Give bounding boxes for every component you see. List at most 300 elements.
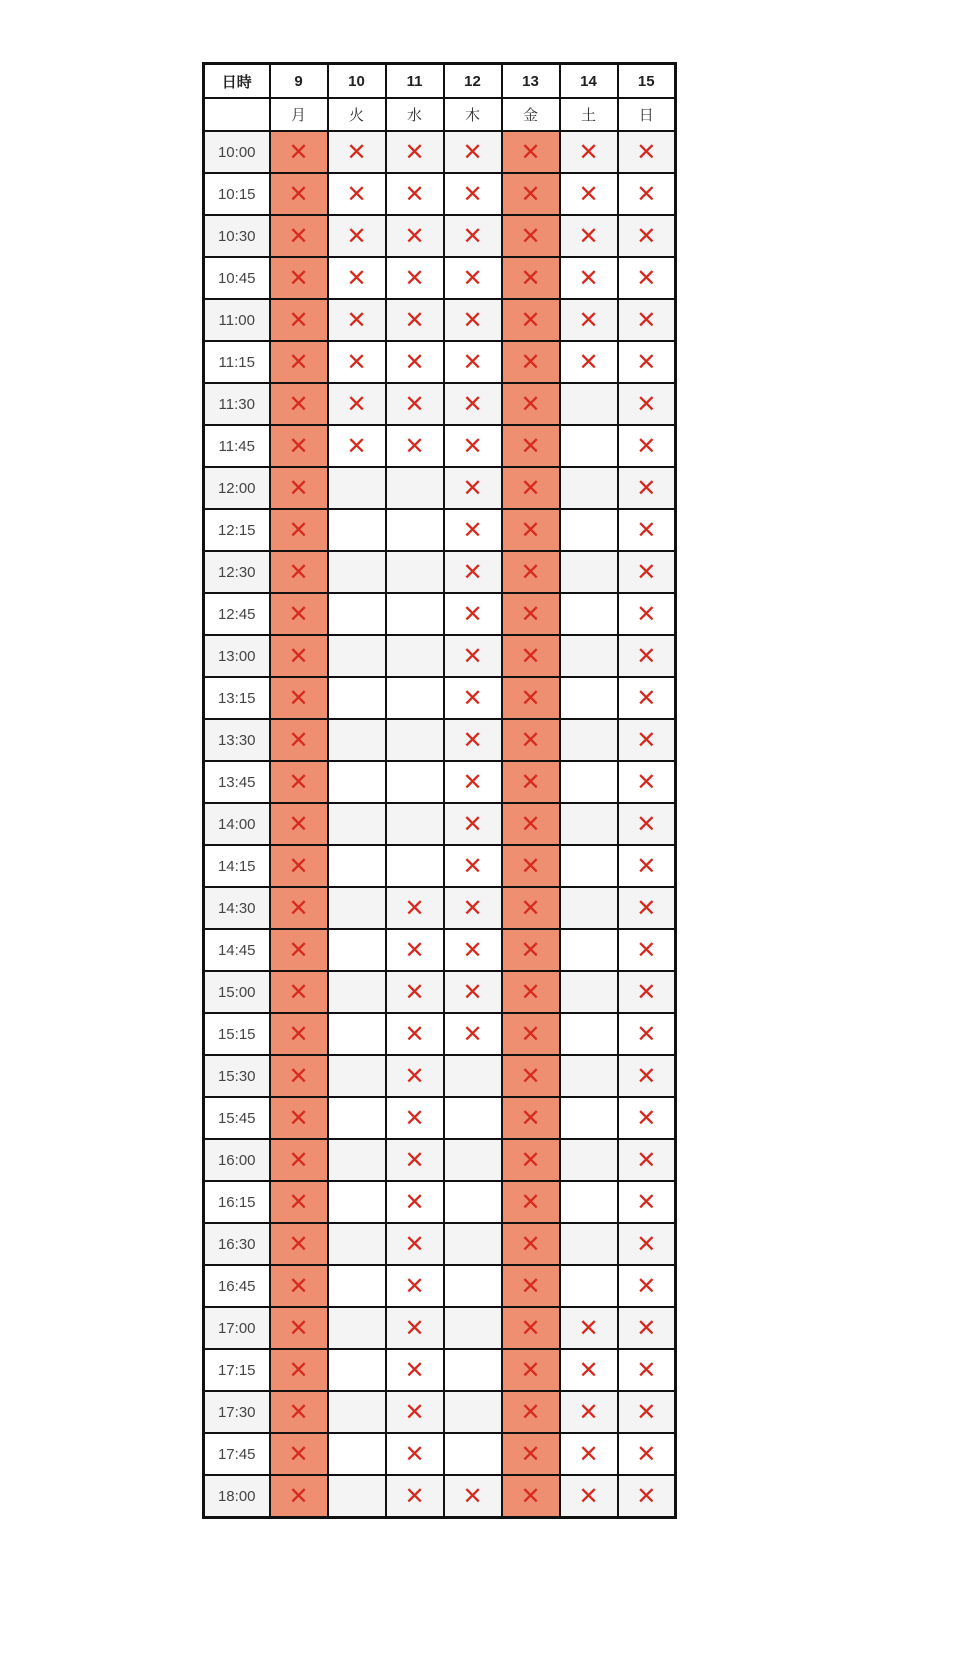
- slot-cell[interactable]: [560, 1223, 618, 1265]
- slot-cell[interactable]: [618, 1475, 676, 1518]
- slot-cell[interactable]: [502, 1181, 560, 1223]
- slot-cell[interactable]: [560, 1433, 618, 1475]
- slot-cell[interactable]: [618, 1223, 676, 1265]
- slot-cell[interactable]: [386, 299, 444, 341]
- time-slot-row: [204, 635, 676, 677]
- slot-cell[interactable]: [328, 1055, 386, 1097]
- unavailable-mark-icon: ✕: [636, 1272, 657, 1300]
- slot-cell[interactable]: [618, 509, 676, 551]
- slot-cell[interactable]: [560, 257, 618, 299]
- slot-cell[interactable]: [270, 1475, 328, 1518]
- slot-cell[interactable]: [618, 677, 676, 719]
- time-label: 13:15: [204, 677, 270, 719]
- slot-cell[interactable]: [444, 1013, 502, 1055]
- slot-cell[interactable]: [618, 1433, 676, 1475]
- slot-cell[interactable]: [444, 1055, 502, 1097]
- slot-cell[interactable]: [270, 551, 328, 593]
- slot-cell[interactable]: [502, 677, 560, 719]
- slot-cell[interactable]: [444, 677, 502, 719]
- unavailable-mark-icon: ✕: [346, 348, 367, 376]
- slot-cell[interactable]: [270, 635, 328, 677]
- slot-cell[interactable]: [386, 845, 444, 887]
- slot-cell[interactable]: [386, 1181, 444, 1223]
- slot-cell[interactable]: [618, 803, 676, 845]
- slot-cell[interactable]: [386, 1433, 444, 1475]
- slot-cell[interactable]: [328, 1265, 386, 1307]
- slot-cell[interactable]: [328, 845, 386, 887]
- slot-cell[interactable]: [502, 635, 560, 677]
- slot-cell[interactable]: [328, 761, 386, 803]
- slot-cell[interactable]: [444, 1475, 502, 1518]
- slot-cell[interactable]: [618, 1307, 676, 1349]
- slot-cell[interactable]: [328, 467, 386, 509]
- time-slot-row: [204, 593, 676, 635]
- unavailable-mark-icon: ✕: [520, 1482, 541, 1510]
- slot-cell[interactable]: [502, 1139, 560, 1181]
- unavailable-mark-icon: ✕: [520, 516, 541, 544]
- slot-cell[interactable]: [270, 971, 328, 1013]
- unavailable-mark-icon: ✕: [288, 978, 309, 1006]
- slot-cell[interactable]: [270, 1307, 328, 1349]
- time-label: 12:30: [204, 551, 270, 593]
- time-label: 14:15: [204, 845, 270, 887]
- slot-cell[interactable]: [328, 383, 386, 425]
- slot-cell[interactable]: [560, 215, 618, 257]
- slot-cell[interactable]: [560, 1013, 618, 1055]
- slot-cell[interactable]: [560, 971, 618, 1013]
- slot-cell[interactable]: [386, 551, 444, 593]
- slot-cell[interactable]: [270, 383, 328, 425]
- slot-cell[interactable]: [386, 215, 444, 257]
- unavailable-mark-icon: ✕: [462, 1482, 483, 1510]
- time-label: 11:00: [204, 299, 270, 341]
- slot-cell[interactable]: [444, 887, 502, 929]
- slot-cell[interactable]: [270, 761, 328, 803]
- slot-cell[interactable]: [560, 173, 618, 215]
- weekday-header-thu: 木: [444, 98, 502, 131]
- slot-cell[interactable]: [560, 593, 618, 635]
- unavailable-mark-icon: ✕: [462, 1020, 483, 1048]
- slot-cell[interactable]: [618, 1139, 676, 1181]
- slot-cell[interactable]: [502, 467, 560, 509]
- slot-cell[interactable]: [270, 215, 328, 257]
- slot-cell[interactable]: [618, 383, 676, 425]
- unavailable-mark-icon: ✕: [636, 1146, 657, 1174]
- unavailable-mark-icon: ✕: [288, 684, 309, 712]
- slot-cell[interactable]: [560, 551, 618, 593]
- slot-cell[interactable]: [386, 1013, 444, 1055]
- slot-cell[interactable]: [328, 719, 386, 761]
- slot-cell[interactable]: [386, 677, 444, 719]
- slot-cell[interactable]: [386, 257, 444, 299]
- slot-cell[interactable]: [502, 383, 560, 425]
- slot-cell[interactable]: [560, 1475, 618, 1518]
- unavailable-mark-icon: ✕: [520, 1104, 541, 1132]
- slot-cell[interactable]: [444, 761, 502, 803]
- unavailable-mark-icon: ✕: [404, 348, 425, 376]
- slot-cell[interactable]: [618, 929, 676, 971]
- slot-cell[interactable]: [270, 299, 328, 341]
- unavailable-mark-icon: ✕: [520, 1314, 541, 1342]
- slot-cell[interactable]: [328, 1013, 386, 1055]
- slot-cell[interactable]: [328, 803, 386, 845]
- slot-cell[interactable]: [386, 803, 444, 845]
- slot-cell[interactable]: [328, 509, 386, 551]
- slot-cell[interactable]: [270, 1139, 328, 1181]
- slot-cell[interactable]: [502, 551, 560, 593]
- unavailable-mark-icon: ✕: [288, 1440, 309, 1468]
- time-label: 15:30: [204, 1055, 270, 1097]
- slot-cell[interactable]: [502, 425, 560, 467]
- slot-cell[interactable]: [560, 845, 618, 887]
- slot-cell[interactable]: [386, 761, 444, 803]
- slot-cell[interactable]: [560, 1349, 618, 1391]
- time-label: 15:15: [204, 1013, 270, 1055]
- slot-cell[interactable]: [328, 1181, 386, 1223]
- unavailable-mark-icon: ✕: [636, 306, 657, 334]
- time-label: 11:45: [204, 425, 270, 467]
- slot-cell[interactable]: [502, 1391, 560, 1433]
- slot-cell[interactable]: [444, 1349, 502, 1391]
- slot-cell[interactable]: [502, 215, 560, 257]
- slot-cell[interactable]: [270, 425, 328, 467]
- slot-cell[interactable]: [618, 1391, 676, 1433]
- slot-cell[interactable]: [618, 1097, 676, 1139]
- slot-cell[interactable]: [560, 1391, 618, 1433]
- slot-cell[interactable]: [560, 1265, 618, 1307]
- slot-cell[interactable]: [270, 1433, 328, 1475]
- slot-cell[interactable]: [618, 887, 676, 929]
- unavailable-mark-icon: ✕: [462, 810, 483, 838]
- unavailable-mark-icon: ✕: [520, 1146, 541, 1174]
- slot-cell[interactable]: [560, 467, 618, 509]
- unavailable-mark-icon: ✕: [288, 1104, 309, 1132]
- slot-cell[interactable]: [560, 929, 618, 971]
- unavailable-mark-icon: ✕: [346, 180, 367, 208]
- slot-cell[interactable]: [270, 887, 328, 929]
- slot-cell[interactable]: [328, 257, 386, 299]
- slot-cell[interactable]: [270, 131, 328, 173]
- slot-cell[interactable]: [270, 509, 328, 551]
- slot-cell[interactable]: [502, 257, 560, 299]
- slot-cell[interactable]: [328, 971, 386, 1013]
- unavailable-mark-icon: ✕: [462, 474, 483, 502]
- slot-cell[interactable]: [386, 131, 444, 173]
- unavailable-mark-icon: ✕: [462, 432, 483, 460]
- unavailable-mark-icon: ✕: [520, 1356, 541, 1384]
- time-slot-row: [204, 1433, 676, 1475]
- unavailable-mark-icon: ✕: [346, 390, 367, 418]
- slot-cell[interactable]: [560, 719, 618, 761]
- slot-cell[interactable]: [618, 1349, 676, 1391]
- slot-cell[interactable]: [502, 299, 560, 341]
- slot-cell[interactable]: [386, 1223, 444, 1265]
- slot-cell[interactable]: [560, 1181, 618, 1223]
- slot-cell[interactable]: [444, 1139, 502, 1181]
- slot-cell[interactable]: [618, 299, 676, 341]
- slot-cell[interactable]: [618, 761, 676, 803]
- unavailable-mark-icon: ✕: [404, 138, 425, 166]
- slot-cell[interactable]: [502, 173, 560, 215]
- slot-cell[interactable]: [444, 593, 502, 635]
- slot-cell[interactable]: [270, 929, 328, 971]
- time-slot-row: [204, 761, 676, 803]
- slot-cell[interactable]: [444, 257, 502, 299]
- time-label: 13:45: [204, 761, 270, 803]
- weekday-header-sat: 土: [560, 98, 618, 131]
- unavailable-mark-icon: ✕: [462, 222, 483, 250]
- slot-cell[interactable]: [270, 593, 328, 635]
- slot-cell[interactable]: [502, 1307, 560, 1349]
- slot-cell[interactable]: [618, 1181, 676, 1223]
- unavailable-mark-icon: ✕: [578, 264, 599, 292]
- unavailable-mark-icon: ✕: [288, 1146, 309, 1174]
- slot-cell[interactable]: [270, 467, 328, 509]
- slot-cell[interactable]: [386, 1097, 444, 1139]
- slot-cell[interactable]: [560, 425, 618, 467]
- slot-cell[interactable]: [502, 1433, 560, 1475]
- slot-cell[interactable]: [502, 1013, 560, 1055]
- slot-cell[interactable]: [270, 173, 328, 215]
- slot-cell[interactable]: [444, 1307, 502, 1349]
- slot-cell[interactable]: [618, 635, 676, 677]
- time-slot-row: [204, 341, 676, 383]
- slot-cell[interactable]: [560, 509, 618, 551]
- time-label: 15:00: [204, 971, 270, 1013]
- slot-cell[interactable]: [502, 761, 560, 803]
- unavailable-mark-icon: ✕: [636, 1356, 657, 1384]
- unavailable-mark-icon: ✕: [346, 222, 367, 250]
- slot-cell[interactable]: [386, 467, 444, 509]
- slot-cell[interactable]: [328, 425, 386, 467]
- slot-cell[interactable]: [270, 677, 328, 719]
- time-label: 14:00: [204, 803, 270, 845]
- slot-cell[interactable]: [328, 593, 386, 635]
- unavailable-mark-icon: ✕: [636, 1062, 657, 1090]
- slot-cell[interactable]: [328, 1391, 386, 1433]
- slot-cell[interactable]: [386, 509, 444, 551]
- slot-cell[interactable]: [444, 509, 502, 551]
- unavailable-mark-icon: ✕: [288, 1230, 309, 1258]
- slot-cell[interactable]: [618, 341, 676, 383]
- slot-cell[interactable]: [444, 635, 502, 677]
- slot-cell[interactable]: [386, 173, 444, 215]
- unavailable-mark-icon: ✕: [346, 264, 367, 292]
- slot-cell[interactable]: [618, 173, 676, 215]
- slot-cell[interactable]: [328, 929, 386, 971]
- slot-cell[interactable]: [270, 1265, 328, 1307]
- unavailable-mark-icon: ✕: [636, 348, 657, 376]
- slot-cell[interactable]: [270, 1055, 328, 1097]
- slot-cell[interactable]: [270, 1391, 328, 1433]
- slot-cell[interactable]: [444, 1181, 502, 1223]
- slot-cell[interactable]: [444, 131, 502, 173]
- slot-cell[interactable]: [328, 1223, 386, 1265]
- slot-cell[interactable]: [502, 1055, 560, 1097]
- slot-cell[interactable]: [328, 1139, 386, 1181]
- slot-cell[interactable]: [444, 341, 502, 383]
- slot-cell[interactable]: [270, 341, 328, 383]
- slot-cell[interactable]: [444, 719, 502, 761]
- slot-cell[interactable]: [386, 593, 444, 635]
- slot-cell[interactable]: [618, 1013, 676, 1055]
- slot-cell[interactable]: [560, 1307, 618, 1349]
- slot-cell[interactable]: [444, 299, 502, 341]
- slot-cell[interactable]: [270, 257, 328, 299]
- date-header-11: 11: [386, 64, 444, 99]
- slot-cell[interactable]: [560, 635, 618, 677]
- slot-cell[interactable]: [618, 1265, 676, 1307]
- slot-cell[interactable]: [560, 299, 618, 341]
- slot-cell[interactable]: [618, 1055, 676, 1097]
- slot-cell[interactable]: [386, 635, 444, 677]
- slot-cell[interactable]: [502, 845, 560, 887]
- unavailable-mark-icon: ✕: [288, 1188, 309, 1216]
- unavailable-mark-icon: ✕: [404, 306, 425, 334]
- slot-cell[interactable]: [386, 1055, 444, 1097]
- slot-cell[interactable]: [270, 1349, 328, 1391]
- slot-cell[interactable]: [560, 1139, 618, 1181]
- slot-cell[interactable]: [502, 887, 560, 929]
- slot-cell[interactable]: [386, 929, 444, 971]
- slot-cell[interactable]: [328, 341, 386, 383]
- time-label: 17:00: [204, 1307, 270, 1349]
- slot-cell[interactable]: [502, 593, 560, 635]
- slot-cell[interactable]: [618, 257, 676, 299]
- slot-cell[interactable]: [444, 1391, 502, 1433]
- slot-cell[interactable]: [502, 929, 560, 971]
- slot-cell[interactable]: [502, 971, 560, 1013]
- unavailable-mark-icon: ✕: [636, 558, 657, 586]
- slot-cell[interactable]: [328, 1349, 386, 1391]
- slot-cell[interactable]: [444, 845, 502, 887]
- slot-cell[interactable]: [328, 131, 386, 173]
- slot-cell[interactable]: [444, 1223, 502, 1265]
- slot-cell[interactable]: [386, 1349, 444, 1391]
- slot-cell[interactable]: [618, 593, 676, 635]
- unavailable-mark-icon: ✕: [288, 1272, 309, 1300]
- slot-cell[interactable]: [560, 803, 618, 845]
- slot-cell[interactable]: [444, 551, 502, 593]
- slot-cell[interactable]: [386, 719, 444, 761]
- slot-cell[interactable]: [386, 341, 444, 383]
- slot-cell[interactable]: [328, 215, 386, 257]
- slot-cell[interactable]: [270, 1181, 328, 1223]
- slot-cell[interactable]: [386, 971, 444, 1013]
- slot-cell[interactable]: [444, 1265, 502, 1307]
- slot-cell[interactable]: [328, 1433, 386, 1475]
- slot-cell[interactable]: [386, 1307, 444, 1349]
- slot-cell[interactable]: [560, 341, 618, 383]
- slot-cell[interactable]: [560, 383, 618, 425]
- slot-cell[interactable]: [270, 719, 328, 761]
- unavailable-mark-icon: ✕: [520, 222, 541, 250]
- slot-cell[interactable]: [328, 635, 386, 677]
- slot-cell[interactable]: [270, 1013, 328, 1055]
- slot-cell[interactable]: [502, 1475, 560, 1518]
- slot-cell[interactable]: [270, 1223, 328, 1265]
- slot-cell[interactable]: [270, 803, 328, 845]
- slot-cell[interactable]: [560, 1055, 618, 1097]
- unavailable-mark-icon: ✕: [578, 138, 599, 166]
- slot-cell[interactable]: [618, 971, 676, 1013]
- slot-cell[interactable]: [386, 1475, 444, 1518]
- slot-cell[interactable]: [618, 845, 676, 887]
- slot-cell[interactable]: [502, 509, 560, 551]
- unavailable-mark-icon: ✕: [462, 390, 483, 418]
- slot-cell[interactable]: [328, 1475, 386, 1518]
- slot-cell[interactable]: [386, 887, 444, 929]
- slot-cell[interactable]: [444, 425, 502, 467]
- slot-cell[interactable]: [386, 1391, 444, 1433]
- time-slot-row: [204, 887, 676, 929]
- slot-cell[interactable]: [386, 425, 444, 467]
- slot-cell[interactable]: [502, 803, 560, 845]
- slot-cell[interactable]: [386, 383, 444, 425]
- slot-cell[interactable]: [386, 1265, 444, 1307]
- slot-cell[interactable]: [618, 215, 676, 257]
- slot-cell[interactable]: [328, 1307, 386, 1349]
- slot-cell[interactable]: [502, 1097, 560, 1139]
- slot-cell[interactable]: [444, 467, 502, 509]
- slot-cell[interactable]: [444, 803, 502, 845]
- slot-cell[interactable]: [328, 677, 386, 719]
- slot-cell[interactable]: [444, 1097, 502, 1139]
- unavailable-mark-icon: ✕: [288, 768, 309, 796]
- slot-cell[interactable]: [328, 551, 386, 593]
- slot-cell[interactable]: [386, 1139, 444, 1181]
- slot-cell[interactable]: [444, 215, 502, 257]
- slot-cell[interactable]: [560, 1097, 618, 1139]
- slot-cell[interactable]: [618, 425, 676, 467]
- slot-cell[interactable]: [328, 1097, 386, 1139]
- slot-cell[interactable]: [270, 845, 328, 887]
- slot-cell[interactable]: [502, 1349, 560, 1391]
- slot-cell[interactable]: [444, 971, 502, 1013]
- slot-cell[interactable]: [560, 677, 618, 719]
- slot-cell[interactable]: [328, 173, 386, 215]
- slot-cell[interactable]: [560, 887, 618, 929]
- slot-cell[interactable]: [328, 299, 386, 341]
- slot-cell[interactable]: [444, 173, 502, 215]
- unavailable-mark-icon: ✕: [520, 894, 541, 922]
- time-slot-row: [204, 299, 676, 341]
- unavailable-mark-icon: ✕: [520, 1062, 541, 1090]
- unavailable-mark-icon: ✕: [404, 978, 425, 1006]
- unavailable-mark-icon: ✕: [404, 432, 425, 460]
- time-label: 12:45: [204, 593, 270, 635]
- time-label: 13:30: [204, 719, 270, 761]
- slot-cell[interactable]: [502, 131, 560, 173]
- slot-cell[interactable]: [444, 1433, 502, 1475]
- time-slot-row: [204, 257, 676, 299]
- time-label: 17:45: [204, 1433, 270, 1475]
- slot-cell[interactable]: [560, 131, 618, 173]
- slot-cell[interactable]: [618, 467, 676, 509]
- slot-cell[interactable]: [502, 1265, 560, 1307]
- slot-cell[interactable]: [502, 1223, 560, 1265]
- slot-cell[interactable]: [502, 719, 560, 761]
- slot-cell[interactable]: [502, 341, 560, 383]
- slot-cell[interactable]: [560, 761, 618, 803]
- slot-cell[interactable]: [618, 719, 676, 761]
- slot-cell[interactable]: [270, 1097, 328, 1139]
- slot-cell[interactable]: [444, 383, 502, 425]
- slot-cell[interactable]: [444, 929, 502, 971]
- slot-cell[interactable]: [618, 131, 676, 173]
- slot-cell[interactable]: [328, 887, 386, 929]
- slot-cell[interactable]: [618, 551, 676, 593]
